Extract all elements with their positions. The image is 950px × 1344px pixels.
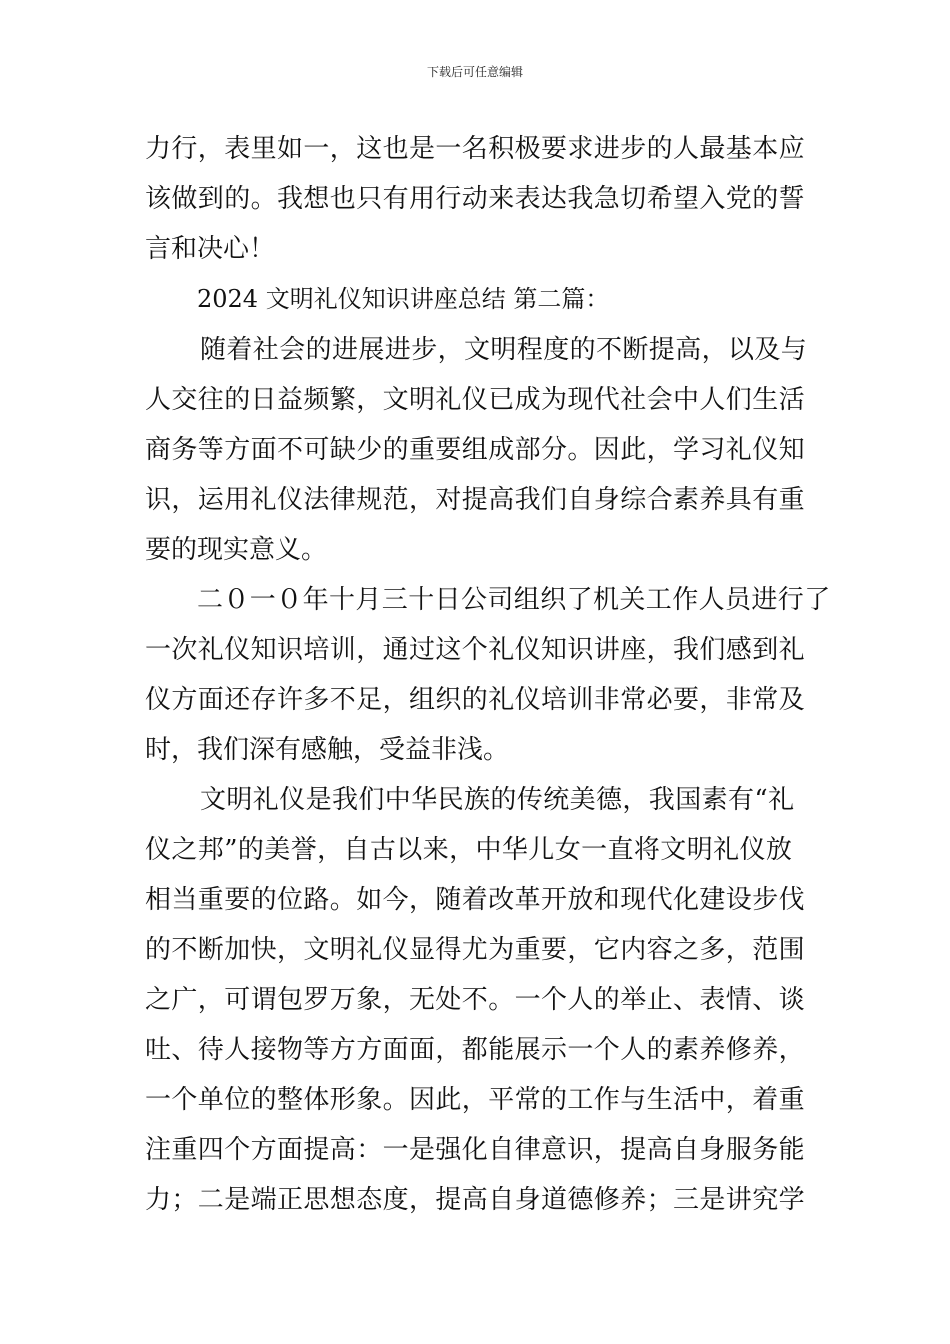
- text-line: 吐、待人接物等方方面面，都能展示一个人的素养修养，: [145, 1035, 806, 1065]
- section-heading: 2024 文明礼仪知识讲座总结 第二篇：: [197, 285, 610, 313]
- text-line: 之广，可谓包罗万象，无处不。一个人的举止、表情、谈: [145, 985, 806, 1015]
- text-line: 的不断加快，文明礼仪显得尤为重要，它内容之多，范围: [145, 935, 806, 965]
- text-line: 相当重要的位路。如今，随着改革开放和现代化建设步伐: [145, 885, 806, 915]
- text-line: 要的现实意义。: [145, 535, 328, 565]
- text-line: 力；二是端正思想态度，提高自身道德修养；三是讲究学: [145, 1185, 806, 1215]
- text-line: 文明礼仪是我们中华民族的传统美德，我国素有“礼: [200, 785, 795, 815]
- text-line: 言和决心！: [145, 234, 276, 264]
- text-line: 力行，表里如一，这也是一名积极要求进步的人最基本应: [145, 134, 806, 164]
- text-line: 二０一０年十月三十日公司组织了机关工作人员进行了: [197, 585, 831, 615]
- page-header: 下载后可任意编辑: [426, 65, 523, 79]
- text-line: 时，我们深有感触，受益非浅。: [145, 735, 510, 765]
- text-line: 人交往的日益频繁，文明礼仪已成为现代社会中人们生活: [145, 385, 806, 415]
- text-line: 注重四个方面提高：一是强化自律意识，提高自身服务能: [145, 1135, 806, 1165]
- text-line: 商务等方面不可缺少的重要组成部分。因此，学习礼仪知: [145, 435, 806, 465]
- text-line: 随着社会的进展进步，文明程度的不断提高，以及与: [200, 335, 808, 365]
- text-line: 一次礼仪知识培训，通过这个礼仪知识讲座，我们感到礼: [145, 635, 806, 665]
- text-line: 仪之邦”的美誉，自古以来，中华儿女一直将文明礼仪放: [145, 835, 793, 865]
- text-line: 识，运用礼仪法律规范，对提高我们自身综合素养具有重: [145, 485, 806, 515]
- text-line: 仪方面还存许多不足，组织的礼仪培训非常必要，非常及: [145, 685, 806, 715]
- text-line: 一个单位的整体形象。因此，平常的工作与生活中，着重: [145, 1085, 806, 1115]
- text-line: 该做到的。我想也只有用行动来表达我急切希望入党的誓: [145, 184, 806, 214]
